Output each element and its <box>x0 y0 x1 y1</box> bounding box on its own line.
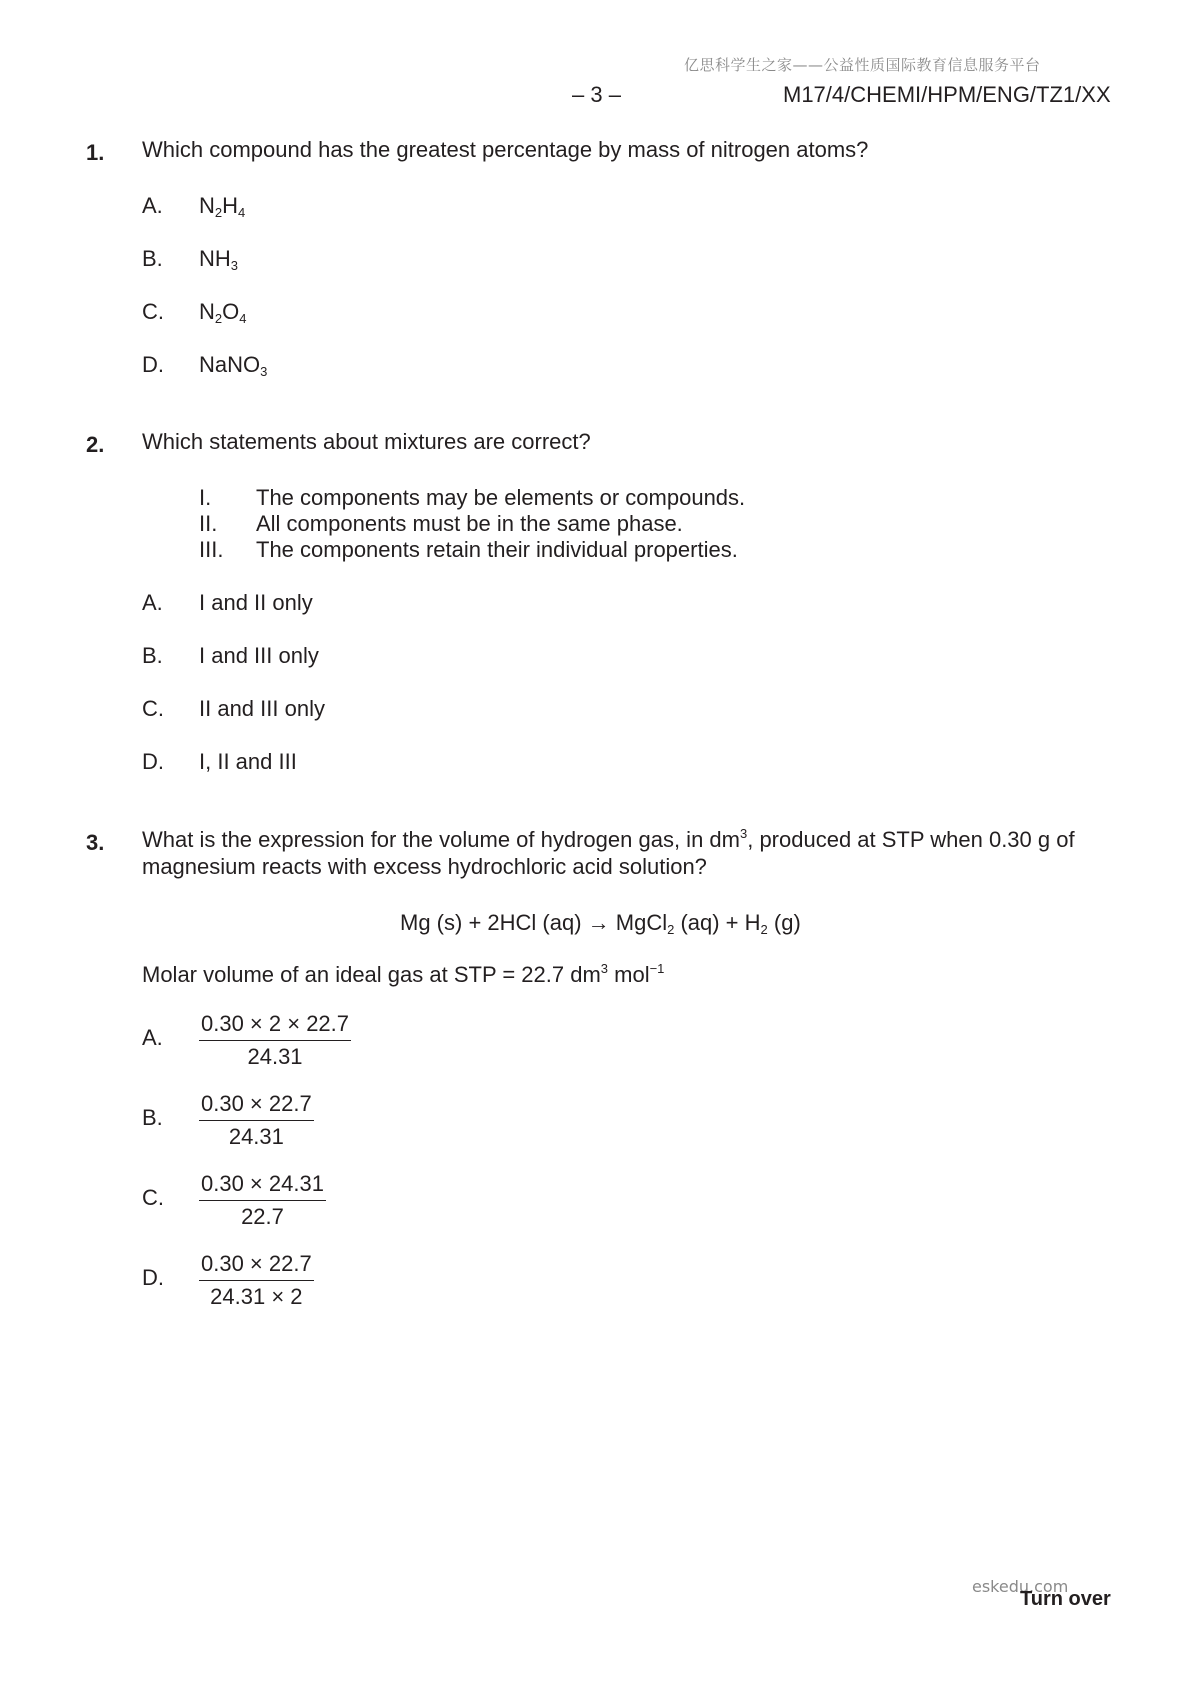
q3-option-c-numerator: 0.30 × 24.31 <box>199 1171 326 1201</box>
footer-watermark: eskedu.com <box>972 1577 1069 1596</box>
q1-option-b-formula: $NH_3$ <box>199 246 239 273</box>
q3-option-b-denominator: 24.31 <box>228 1124 284 1149</box>
molar-volume-note: Molar volume of an ideal gas at STP = 22.7 $dm^3$ mol$^{-1}$ <box>142 961 665 987</box>
q1-option-a-label: A. <box>142 193 163 218</box>
q2-option-d-text: I, II and III <box>199 749 297 774</box>
q2-statement-1: The components may be elements or compounds. <box>256 485 746 510</box>
header-watermark: 亿思科学生之家——公益性质国际教育信息服务平台 <box>684 56 1041 74</box>
q1-option-c-label: C. <box>142 299 164 324</box>
q3-option-d-label: D. <box>142 1265 164 1290</box>
question-2-number: 2. <box>86 432 105 457</box>
question-3-text: What is the expression for the volume of hydrogen gas, in $dm^3$, produced at STP when 0.30 g of magnesium reacts with excess hydrochloric acid solution? <box>142 826 1075 879</box>
paper-code: M17/4/CHEMI/HPM/ENG/TZ1/XX <box>783 82 1111 107</box>
q3-option-a-fraction <box>199 1011 351 1070</box>
page-number: – 3 – <box>572 82 621 107</box>
reaction-equation: Mg (s) + 2HCl (aq) → MgCl$_2$ $(aq) + H_2$ (g) <box>400 910 801 937</box>
q2-statement-3: The components retain their individual properties. <box>256 537 738 562</box>
q1-option-d-formula: NaNO$_3$ <box>199 352 268 379</box>
q1-option-d-label: D. <box>142 352 164 377</box>
q3-option-c-label: C. <box>142 1185 164 1210</box>
q3-option-c-fraction <box>199 1171 326 1230</box>
q3-option-a-denominator: 24.31 <box>247 1044 303 1069</box>
question-1-number: 1. <box>86 140 105 165</box>
q2-statement-3-numeral: III. <box>199 537 224 562</box>
q2-statement-1-numeral: I. <box>199 485 212 510</box>
question-2-text: Which statements about mixtures are correct? <box>142 429 591 454</box>
q3-option-b-label: B. <box>142 1105 163 1130</box>
q2-option-c-label: C. <box>142 696 164 721</box>
q3-option-d-denominator: 24.31 × 2 <box>210 1284 303 1309</box>
q2-statement-2: All components must be in the same phase. <box>256 511 683 536</box>
q1-option-b-label: B. <box>142 246 163 271</box>
q3-option-d-numerator: 0.30 × 22.7 <box>199 1251 314 1281</box>
q2-option-d-label: D. <box>142 749 164 774</box>
q2-option-b-label: B. <box>142 643 163 668</box>
q3-option-c-denominator: 22.7 <box>241 1204 284 1229</box>
q2-option-c-text: II and III only <box>199 696 325 721</box>
q1-option-c-formula: $N_2O_4$ <box>199 299 247 326</box>
q3-option-a-label: A. <box>142 1025 163 1050</box>
q2-option-a-text: I and II only <box>199 590 313 615</box>
q3-option-d-fraction <box>199 1251 314 1310</box>
question-1-text: Which compound has the greatest percentage by mass of nitrogen atoms? <box>142 137 869 162</box>
question-3-number: 3. <box>86 830 105 855</box>
q2-statement-2-numeral: II. <box>199 511 218 536</box>
q2-option-b-text: I and III only <box>199 643 319 668</box>
q3-option-a-numerator: 0.30 × 2 × 22.7 <box>199 1011 351 1041</box>
q3-option-b-fraction <box>199 1091 314 1150</box>
q1-option-a-formula: $N_2H_4$ <box>199 193 246 220</box>
turn-over-label: Turn over <box>1020 1588 1111 1610</box>
q3-option-b-numerator: 0.30 × 22.7 <box>199 1091 314 1121</box>
q2-option-a-label: A. <box>142 590 163 615</box>
